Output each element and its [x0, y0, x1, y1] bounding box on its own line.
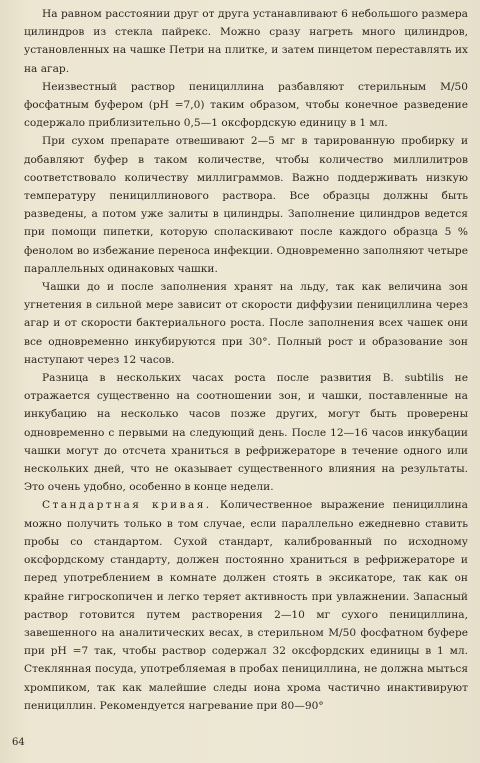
- paragraph-6: [24, 496, 468, 714]
- paragraph-3: [24, 132, 468, 278]
- paragraph-text: Количественное выражение пенициллина можно получить только в том случае, если параллельно ежедневно ставить пробы со стандартом. Сухой стандарт, калиброванный по исходному оксфордскому стандарту, должен постоянно храниться в рефрижераторе и перед употреблением в комнате должен стоять в эксикаторе, так как он крайне гигроскопичен и легко теряет активность при увлажнении. Запасный раствор готовится путем растворения 2—10 мг сухого пенициллина, завешенного на аналитических весах, в стерильном М/50 фосфатном буфере при рН =7 так, чтобы раствор содержал 32 оксфордских единицы в 1 мл. Стеклянная посуда, употребляемая в пробах пенициллина, не должна мыться хромпиком, так как малейшие следы иона хрома частично инактивируют пенициллин. Рекомендуется нагревание при 80—90°: [24, 499, 468, 712]
- paragraph-4: [24, 278, 468, 369]
- paragraph-text: Разница в нескольких часах роста после развития B. subtilis не отражается существенно на соотношении зон, и чашки, поставленные на инкубацию на несколько часов позже других, могут быть проверены одновременно с первыми на следующий день. После 12—16 часов инкубации чашки могут до отсчета храниться в рефрижераторе в течение одного или нескольких дней, что не оказывает существенного влияния на результаты. Это очень удобно, особенно в конце недели.: [24, 372, 468, 494]
- paragraph-1: [24, 5, 468, 78]
- paragraph-text: При сухом препарате отвешивают 2—5 мг в тарированную пробирку и добавляют буфер в таком количестве, чтобы количество миллилитров соответствовало количеству миллиграммов. Важно поддерживать низкую температуру пенициллинового раствора. Все образцы должны быть разведены, а потом уже залиты в цилиндры. Заполнение цилиндров ведется при помощи пипетки, которую споласкивают после каждого образца 5 % фенолом во избежание переноса инфекции. Одновременно заполняют четыре параллельных одинаковых чашки.: [24, 135, 468, 275]
- paragraph-text: Чашки до и после заполнения хранят на льду, так как величина зон угнетения в сильной мере зависит от скорости диффузии пенициллина через агар и от скорости бактериального роста. После заполнения всех чашек они все одновременно инкубируются при 30°. Полный рост и образование зон наступают через 12 часов.: [24, 281, 468, 366]
- paragraph-5: [24, 369, 468, 496]
- page-number: 64: [12, 737, 25, 748]
- paragraph-2: [24, 78, 468, 133]
- section-heading: Стандартная кривая.: [42, 499, 212, 512]
- paragraph-text: На равном расстоянии друг от друга устанавливают 6 небольшого размера цилиндров из стекла пайрекс. Можно сразу нагреть много цилиндров, установленных на чашке Петри на плитке, и затем пинцетом переставлять их на агар.: [24, 8, 468, 75]
- paragraph-text: Неизвестный раствор пенициллина разбавляют стерильным М/50 фосфатным буфером (рН =7,0) таким образом, чтобы конечное разведение содержало приблизительно 0,5—1 оксфордскую единицу в 1 мл.: [24, 80, 468, 130]
- page-body: [24, 5, 468, 715]
